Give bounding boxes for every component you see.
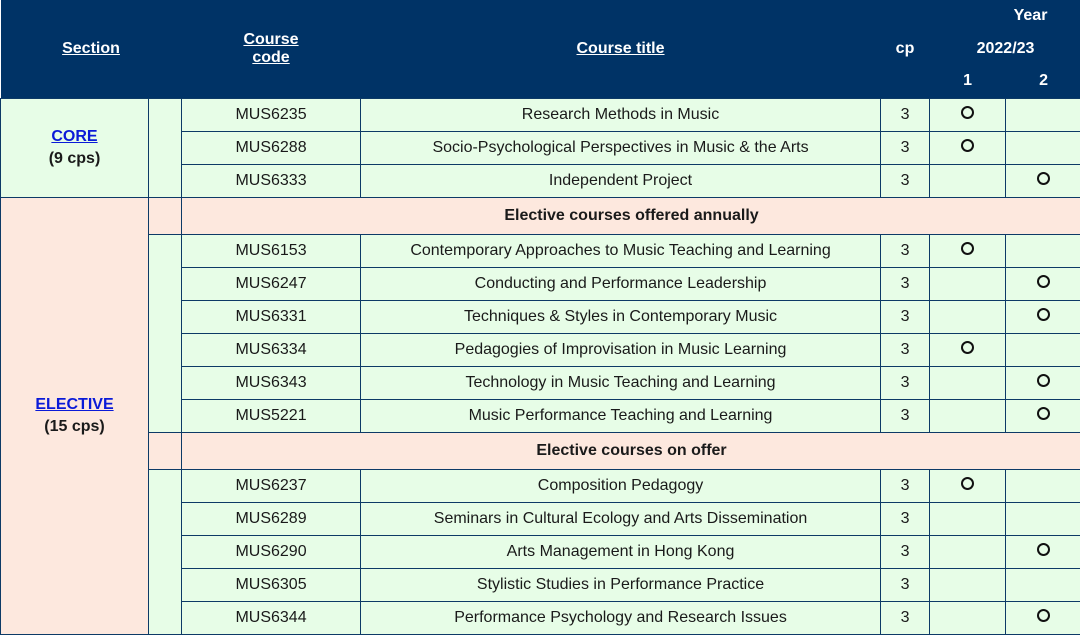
course-title-header[interactable]: Course title <box>361 0 881 98</box>
course-cp: 3 <box>881 502 930 535</box>
annual-spacer <box>149 234 182 432</box>
circle-mark-icon <box>1037 172 1050 185</box>
course-cp: 3 <box>881 469 930 502</box>
course-code: MUS6288 <box>182 131 361 164</box>
course-title: Composition Pedagogy <box>361 469 881 502</box>
course-cp: 3 <box>881 568 930 601</box>
term-1-cell <box>930 234 1006 267</box>
course-cp: 3 <box>881 601 930 634</box>
term-1-cell <box>930 399 1006 432</box>
core-spacer <box>149 98 182 197</box>
term-1-cell <box>930 131 1006 164</box>
course-code: MUS6331 <box>182 300 361 333</box>
course-code: MUS6344 <box>182 601 361 634</box>
circle-mark-icon <box>961 106 974 119</box>
term-2-cell <box>1006 469 1080 502</box>
course-cp: 3 <box>881 300 930 333</box>
course-code: MUS6343 <box>182 366 361 399</box>
course-cp: 3 <box>881 164 930 197</box>
course-title: Conducting and Performance Leadership <box>361 267 881 300</box>
term-2-cell <box>1006 502 1080 535</box>
elective-cps: (15 cps) <box>1 418 148 436</box>
annual-electives-heading: Elective courses offered annually <box>182 197 1080 234</box>
course-table-body <box>1 98 1080 634</box>
term-1-cell <box>930 164 1006 197</box>
term-2-header: 2 <box>1006 65 1080 98</box>
course-cp: 3 <box>881 333 930 366</box>
circle-mark-icon <box>1037 407 1050 420</box>
term-2-cell <box>1006 333 1080 366</box>
term-2-cell <box>1006 366 1080 399</box>
course-code: MUS6237 <box>182 469 361 502</box>
course-code: MUS6333 <box>182 164 361 197</box>
core-section-link[interactable]: CORE <box>51 128 97 145</box>
course-cp: 3 <box>881 267 930 300</box>
circle-mark-icon <box>961 242 974 255</box>
course-code: MUS6247 <box>182 267 361 300</box>
course-cp: 3 <box>881 234 930 267</box>
core-section-cell <box>1 98 149 197</box>
course-title: Techniques & Styles in Contemporary Music <box>361 300 881 333</box>
section-header[interactable]: Section <box>1 0 182 98</box>
circle-mark-icon <box>961 477 974 490</box>
course-code: MUS6334 <box>182 333 361 366</box>
circle-mark-icon <box>1037 609 1050 622</box>
circle-mark-icon <box>1037 275 1050 288</box>
course-cp: 3 <box>881 399 930 432</box>
term-1-cell <box>930 366 1006 399</box>
term-2-cell <box>1006 601 1080 634</box>
course-title: Seminars in Cultural Ecology and Arts Dissemination <box>361 502 881 535</box>
course-code: MUS5221 <box>182 399 361 432</box>
course-title: Socio-Psychological Perspectives in Music & the Arts <box>361 131 881 164</box>
term-1-cell <box>930 535 1006 568</box>
elective-section-cell <box>1 197 149 634</box>
circle-mark-icon <box>961 139 974 152</box>
term-1-cell <box>930 300 1006 333</box>
term-1-cell <box>930 98 1006 131</box>
course-title: Performance Psychology and Research Issues <box>361 601 881 634</box>
course-cp: 3 <box>881 131 930 164</box>
circle-mark-icon <box>1037 543 1050 556</box>
course-title: Contemporary Approaches to Music Teaching and Learning <box>361 234 881 267</box>
course-cp: 3 <box>881 535 930 568</box>
term-2-cell <box>1006 568 1080 601</box>
circle-mark-icon <box>1037 308 1050 321</box>
elective-spacer <box>149 197 182 234</box>
circle-mark-icon <box>1037 374 1050 387</box>
term-2-cell <box>1006 164 1080 197</box>
course-code: MUS6153 <box>182 234 361 267</box>
course-code: MUS6235 <box>182 98 361 131</box>
year-range-header: 2022/23 <box>930 32 1080 65</box>
course-cp: 3 <box>881 366 930 399</box>
term-2-cell <box>1006 267 1080 300</box>
course-title: Arts Management in Hong Kong <box>361 535 881 568</box>
core-cps: (9 cps) <box>1 150 148 168</box>
offer-electives-heading: Elective courses on offer <box>182 432 1080 469</box>
term-2-cell <box>1006 535 1080 568</box>
course-title: Technology in Music Teaching and Learning <box>361 366 881 399</box>
course-title: Pedagogies of Improvisation in Music Learning <box>361 333 881 366</box>
course-code-header[interactable]: Course code <box>182 0 361 98</box>
term-1-cell <box>930 601 1006 634</box>
term-2-cell <box>1006 399 1080 432</box>
course-code: MUS6289 <box>182 502 361 535</box>
course-code: MUS6305 <box>182 568 361 601</box>
course-cp: 3 <box>881 98 930 131</box>
term-2-cell <box>1006 234 1080 267</box>
term-1-cell <box>930 502 1006 535</box>
term-1-cell <box>930 469 1006 502</box>
term-2-cell <box>1006 300 1080 333</box>
elective-section-link[interactable]: ELECTIVE <box>35 396 113 413</box>
elective-spacer <box>149 432 182 469</box>
cp-header: cp <box>881 0 930 98</box>
course-title: Stylistic Studies in Performance Practice <box>361 568 881 601</box>
term-1-header: 1 <box>930 65 1006 98</box>
offer-spacer <box>149 469 182 634</box>
term-1-cell <box>930 267 1006 300</box>
course-title: Research Methods in Music <box>361 98 881 131</box>
course-title: Independent Project <box>361 164 881 197</box>
term-1-cell <box>930 568 1006 601</box>
course-code: MUS6290 <box>182 535 361 568</box>
year-header: Year <box>930 0 1080 32</box>
course-title: Music Performance Teaching and Learning <box>361 399 881 432</box>
term-1-cell <box>930 333 1006 366</box>
circle-mark-icon <box>961 341 974 354</box>
term-2-cell <box>1006 98 1080 131</box>
term-2-cell <box>1006 131 1080 164</box>
